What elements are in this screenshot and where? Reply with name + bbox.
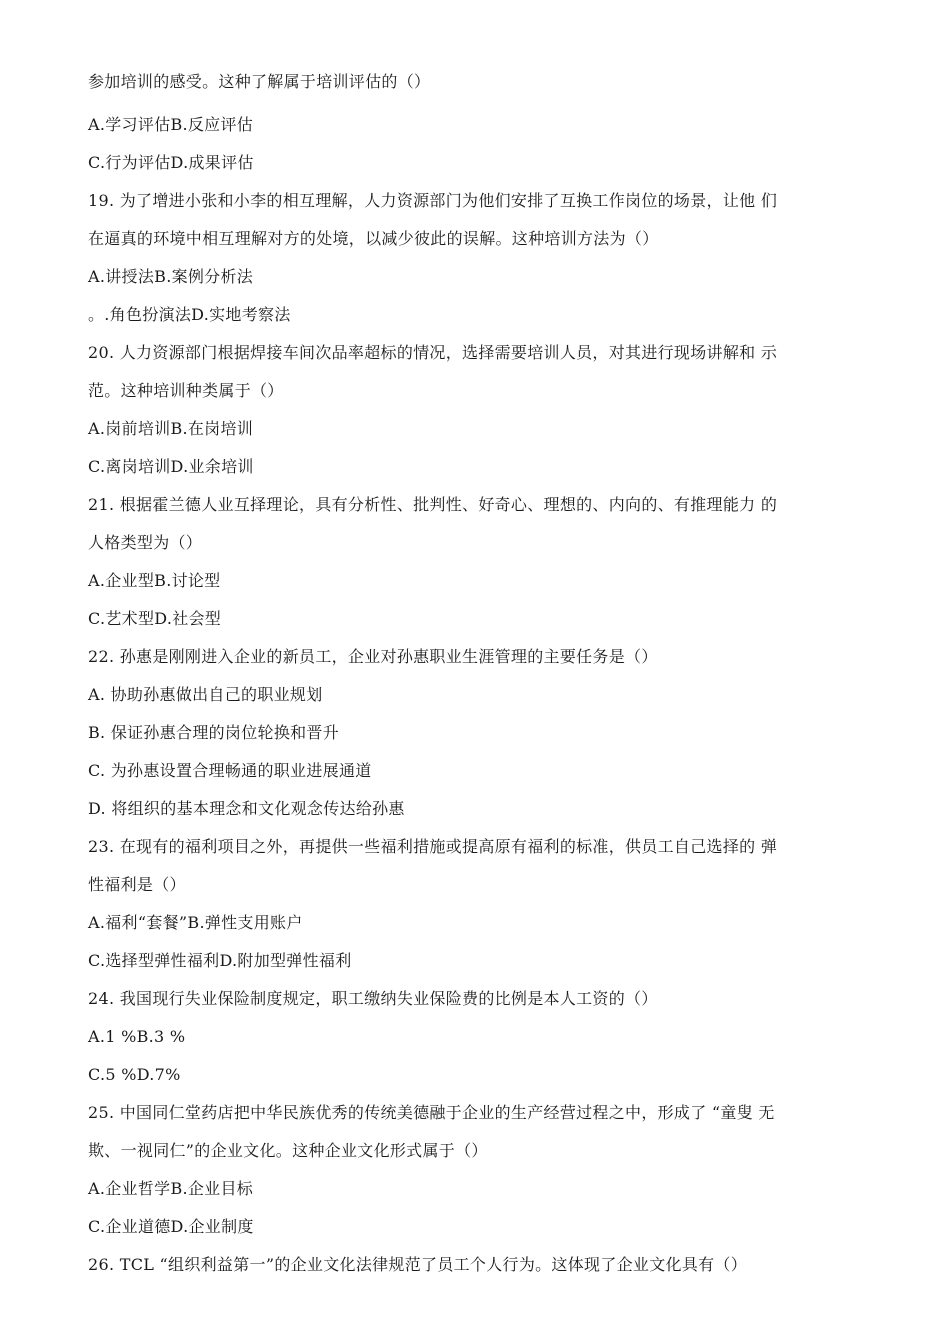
option-line: A. 协助孙惠做出自己的职业规划	[88, 685, 323, 704]
question-22: 22. 孙惠是刚刚进入企业的新员工，企业对孙惠职业生涯管理的主要任务是（）	[88, 647, 658, 666]
text-line: 欺、一视同仁”的企业文化。这种企业文化形式属于（）	[88, 1141, 488, 1160]
text-line: 在逼真的环境中相互理解对方的处境，以减少彼此的误解。这种培训方法为（）	[88, 229, 659, 248]
option-line: B. 保证孙惠合理的岗位轮换和晋升	[88, 723, 340, 742]
option-line: C.5 %D.7%	[88, 1065, 181, 1084]
option-line: C.艺术型D.社会型	[88, 609, 222, 628]
text-line: 参加培训的感受。这种了解属于培训评估的（）	[88, 72, 431, 91]
question-20: 20. 人力资源部门根据焊接车间次品率超标的情况，选择需要培训人员，对其进行现场讲解和 示	[88, 343, 778, 362]
option-line: A.学习评估B.反应评估	[88, 115, 254, 134]
question-24: 24. 我国现行失业保险制度规定，职工缴纳失业保险费的比例是本人工资的（）	[88, 989, 658, 1008]
option-line: A.1 %B.3 %	[88, 1027, 186, 1046]
option-line: 。.角色扮演法D.实地考察法	[88, 305, 291, 324]
option-line: C. 为孙惠设置合理畅通的职业进展通道	[88, 761, 372, 780]
option-line: C.离岗培训D.业余培训	[88, 457, 254, 476]
text-line: 性福利是（）	[88, 875, 186, 894]
option-line: C.行为评估D.成果评估	[88, 153, 254, 172]
question-25: 25. 中国同仁堂药店把中华民族优秀的传统美德融于企业的生产经营过程之中，形成了 “童叟 无	[88, 1103, 775, 1122]
option-line: C.选择型弹性福利D.附加型弹性福利	[88, 951, 352, 970]
question-21: 21. 根据霍兰德人业互择理论，具有分析性、批判性、好奇心、理想的、内向的、有推理能力 的	[88, 495, 778, 514]
text-line: 范。这种培训种类属于（）	[88, 381, 284, 400]
question-23: 23. 在现有的福利项目之外，再提供一些福利措施或提高原有福利的标准，供员工自己选择的 弹	[88, 837, 778, 856]
option-line: A.岗前培训B.在岗培训	[88, 419, 254, 438]
option-line: A.讲授法B.案例分析法	[88, 267, 254, 286]
question-26: 26. TCL “组织利益第一”的企业文化法律规范了员工个人行为。这体现了企业文化具有（）	[88, 1255, 748, 1274]
option-line: A.企业型B.讨论型	[88, 571, 221, 590]
text-line: 人格类型为（）	[88, 533, 203, 552]
question-19: 19. 为了增进小张和小李的相互理解，人力资源部门为他们安排了互换工作岗位的场景，让他 们	[88, 191, 778, 210]
option-line: A.福利“套餐”B.弹性支用账户	[88, 913, 303, 932]
option-line: A.企业哲学B.企业目标	[88, 1179, 254, 1198]
option-line: D. 将组织的基本理念和文化观念传达给孙惠	[88, 799, 405, 818]
option-line: C.企业道德D.企业制度	[88, 1217, 254, 1236]
